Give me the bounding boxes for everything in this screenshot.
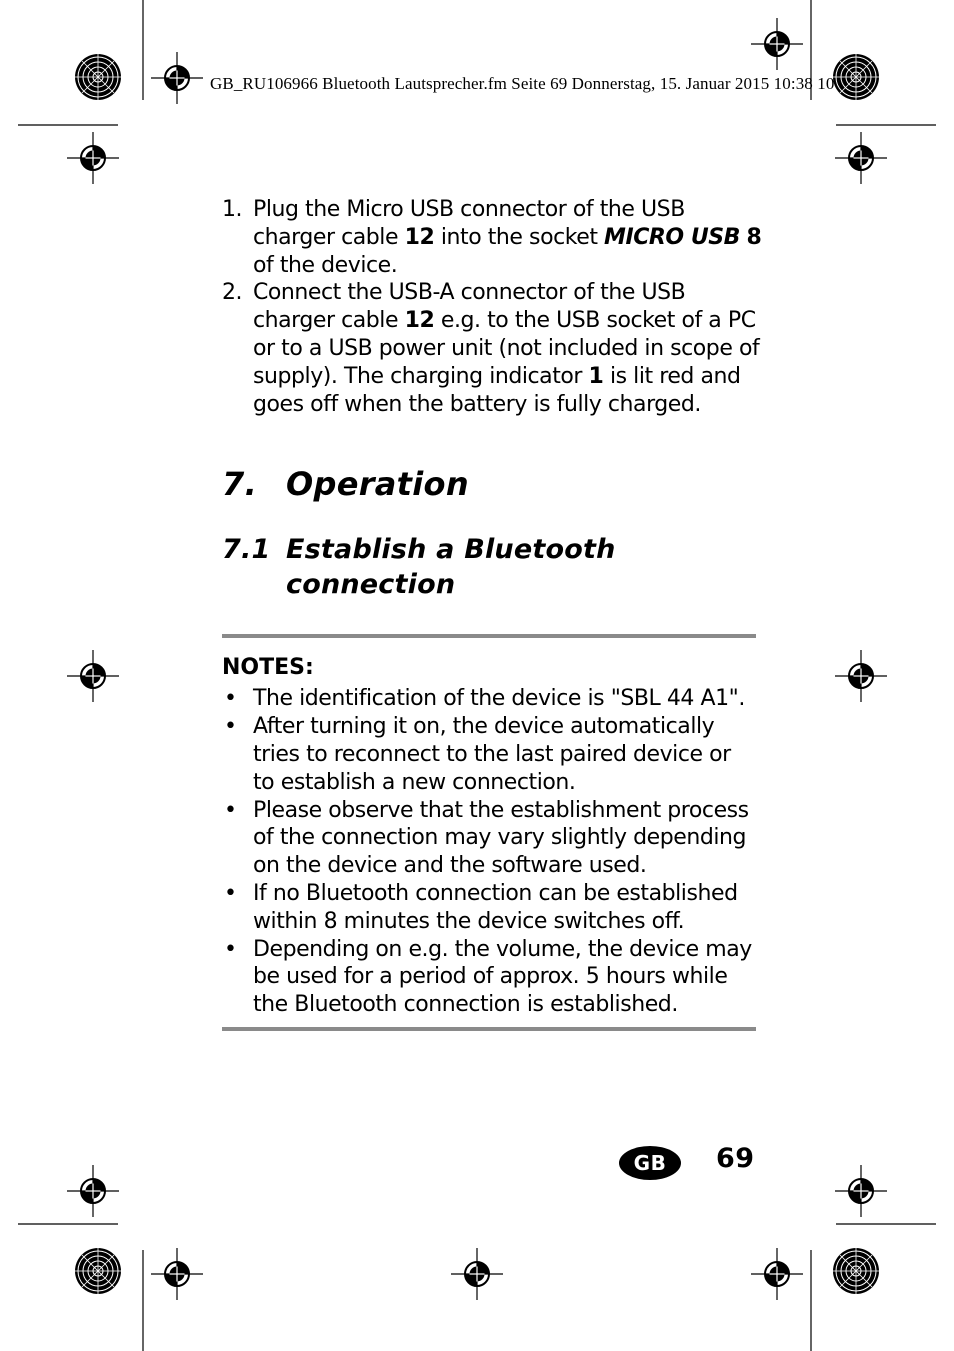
- bullet-icon: •: [224, 797, 237, 823]
- step-text-part: is lit red and goes off when the battery is fully charged.: [253, 363, 741, 417]
- bullet-icon: •: [224, 714, 237, 740]
- step-number: 1.: [222, 197, 243, 222]
- section-number: 7.: [222, 465, 258, 504]
- notes-title: NOTES:: [222, 655, 314, 681]
- print-slug-line: GB_RU106966 Bluetooth Lautsprecher.fm Seite 69 Donnerstag, 15. Januar 2015 10:38 10: [210, 74, 835, 93]
- registration-target-icon: [451, 1248, 503, 1300]
- step-text-part: into the socket: [434, 224, 605, 250]
- registration-target-icon: [751, 18, 803, 70]
- page-content: [222, 196, 762, 1031]
- part-number-ref: 8: [746, 224, 762, 250]
- starburst-target-icon: [75, 1248, 121, 1294]
- note-text: Please observe that the establishment process of the connection may vary slightly depending on the device and the software used.: [253, 797, 749, 879]
- registration-target-icon: [67, 1165, 119, 1217]
- note-item: [222, 880, 756, 936]
- registration-target-icon: [67, 650, 119, 702]
- section-heading: [222, 464, 762, 504]
- step-text-part: Connect the USB-A connector of the USB charger cable: [253, 280, 686, 334]
- step-text-part: of the device.: [253, 252, 398, 278]
- registration-target-icon: [835, 132, 887, 184]
- notes-list: [222, 685, 756, 1019]
- section-title: Operation: [286, 465, 469, 504]
- registration-target-icon: [835, 650, 887, 702]
- registration-target-icon: [67, 132, 119, 184]
- note-text: Depending on e.g. the volume, the device may be used for a period of approx. 5 hours while the Bluetooth connection is established.: [253, 936, 752, 1018]
- socket-label: MICRO USB: [604, 224, 740, 250]
- note-text: The identification of the device is "SBL 44 A1".: [253, 686, 745, 712]
- note-item: [222, 685, 756, 713]
- note-text: After turning it on, the device automatically tries to reconnect to the last paired device or to establish a new connection.: [253, 714, 731, 795]
- subsection-number: 7.1: [222, 534, 271, 566]
- step-number: 2.: [222, 280, 243, 306]
- step-item: [222, 196, 762, 279]
- step-text-part: Plug the Micro USB connector of the USB charger cable: [253, 197, 685, 250]
- bullet-icon: •: [224, 880, 237, 906]
- note-text: If no Bluetooth connection can be established within 8 minutes the device switches off.: [253, 880, 738, 934]
- step-item: [222, 279, 762, 418]
- registration-target-icon: [151, 1248, 203, 1300]
- instruction-steps: [222, 196, 762, 418]
- note-item: [222, 713, 756, 796]
- language-badge: GB: [619, 1146, 681, 1180]
- note-item: [222, 797, 756, 880]
- subsection-title: Establish a Bluetooth connection: [286, 534, 616, 601]
- page-number: 69: [716, 1143, 755, 1174]
- starburst-target-icon: [75, 54, 121, 100]
- notes-box: [222, 634, 756, 1031]
- part-number-ref: 12: [404, 224, 435, 250]
- registration-target-icon: [151, 52, 203, 104]
- part-number-ref: 1: [588, 363, 604, 389]
- bullet-icon: •: [224, 936, 237, 962]
- registration-target-icon: [751, 1248, 803, 1300]
- bullet-icon: •: [224, 686, 237, 712]
- subsection-heading: [222, 532, 762, 602]
- note-item: [222, 936, 756, 1019]
- part-number-ref: 12: [404, 308, 435, 334]
- starburst-target-icon: [833, 1248, 879, 1294]
- step-text-part: e.g. to the USB socket of a PC or to a USB power unit (not included in scope of supply). The charging indicator: [253, 308, 760, 389]
- registration-target-icon: [835, 1165, 887, 1217]
